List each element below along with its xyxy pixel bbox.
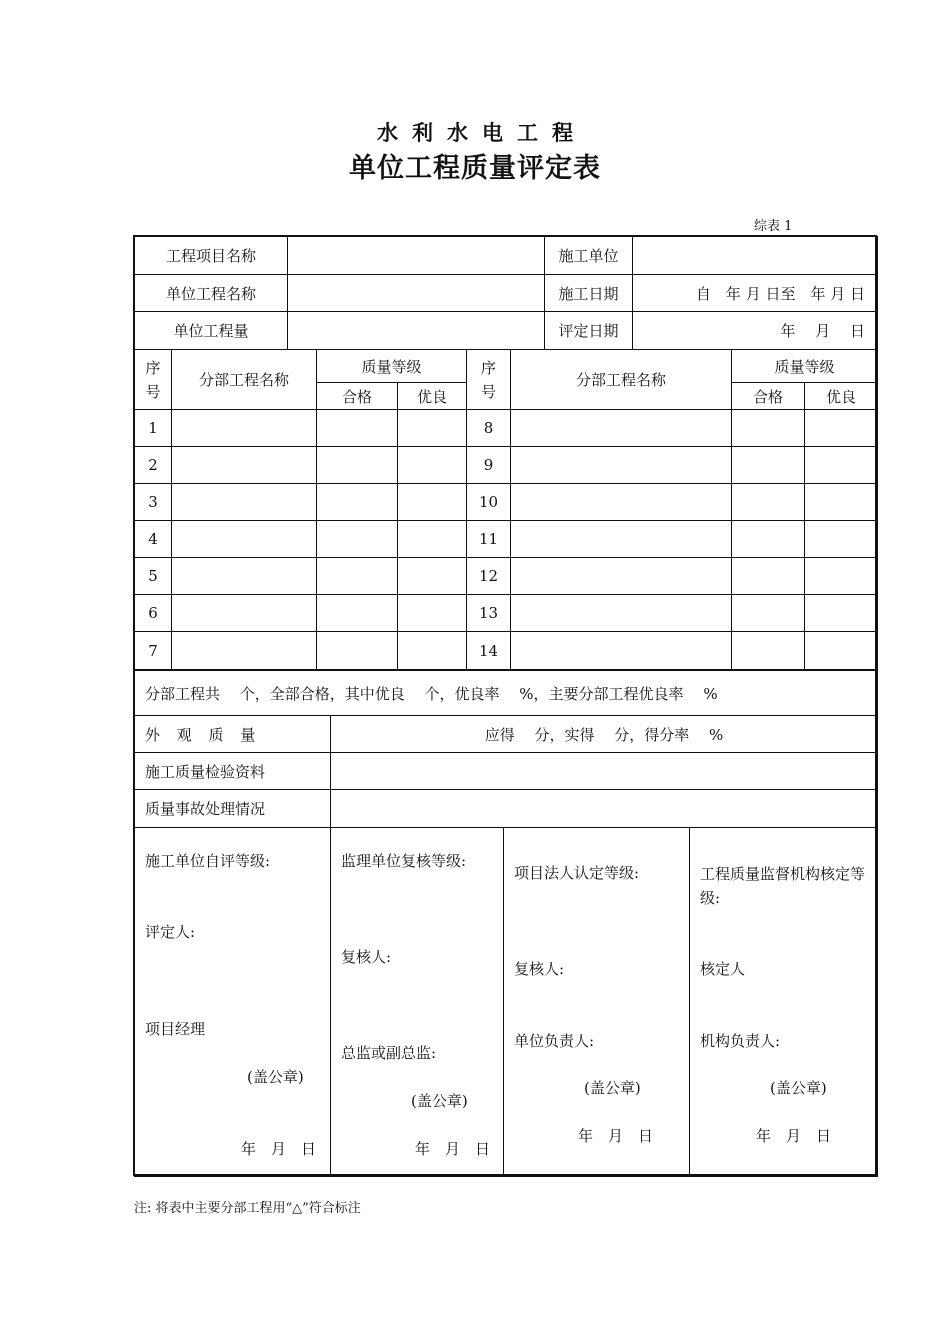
seq-cell: 4 <box>135 521 172 558</box>
accident-field[interactable] <box>331 790 878 828</box>
agency-signature-block[interactable] <box>690 828 878 1177</box>
pass-header-right: 合格 <box>732 383 805 410</box>
name-cell[interactable] <box>511 521 732 558</box>
name-cell[interactable] <box>172 595 317 632</box>
excellent-header-right: 优良 <box>805 383 878 410</box>
evaluator-label: 评定人: <box>145 923 196 941</box>
seq-cell: 9 <box>467 447 511 484</box>
summary-table <box>134 670 878 828</box>
name-cell[interactable] <box>172 632 317 670</box>
owner-head-label: 单位负责人: <box>514 1032 595 1050</box>
agency-head-label: 机构负责人: <box>700 1032 781 1050</box>
name-header-left: 分部工程名称 <box>172 350 317 410</box>
unit-name-label: 单位工程名称 <box>135 275 288 312</box>
form-number: 综表 1 <box>754 219 793 234</box>
name-cell[interactable] <box>511 595 732 632</box>
contractor-seal: (盖公章) <box>247 1068 304 1086</box>
info-table <box>134 236 878 350</box>
excellent-cell[interactable] <box>805 521 878 558</box>
seq-cell: 3 <box>135 484 172 521</box>
footer-note: 注: 将表中主要分部工程用“△”符合标注 <box>134 1201 361 1216</box>
signature-table <box>134 827 878 1177</box>
contractor-signature-block[interactable] <box>135 828 331 1177</box>
appearance-label: 外 观 质 量 <box>135 716 331 753</box>
quantity-label: 单位工程量 <box>135 312 288 350</box>
name-cell[interactable] <box>511 558 732 595</box>
table-row <box>135 558 878 595</box>
contractor-label: 施工单位 <box>545 237 633 275</box>
seq-cell: 14 <box>467 632 511 670</box>
agency-date: 年 月 日 <box>756 1127 832 1145</box>
pass-cell[interactable] <box>317 558 398 595</box>
supervisor-signature-block[interactable] <box>331 828 504 1177</box>
inspection-label: 施工质量检验资料 <box>135 753 331 790</box>
excellent-cell[interactable] <box>398 447 467 484</box>
supervisor-seal: (盖公章) <box>411 1092 468 1110</box>
excellent-cell[interactable] <box>398 632 467 670</box>
contractor-field[interactable] <box>633 237 878 275</box>
table-row <box>135 484 878 521</box>
name-cell[interactable] <box>172 558 317 595</box>
pass-cell[interactable] <box>732 484 805 521</box>
excellent-cell[interactable] <box>805 484 878 521</box>
table-row <box>135 632 878 670</box>
seq-cell: 8 <box>467 410 511 447</box>
pass-cell[interactable] <box>317 484 398 521</box>
project-name-field[interactable] <box>288 237 545 275</box>
seq-header-right: 序号 <box>467 350 511 410</box>
title-line1: 水利水电工程 <box>377 120 587 145</box>
name-header-right: 分部工程名称 <box>511 350 732 410</box>
seq-cell: 6 <box>135 595 172 632</box>
quantity-field[interactable] <box>288 312 545 350</box>
pass-header-left: 合格 <box>317 383 398 410</box>
seq-cell: 12 <box>467 558 511 595</box>
excellent-cell[interactable] <box>805 558 878 595</box>
agency-seal: (盖公章) <box>770 1079 827 1097</box>
construction-date-field[interactable]: 自 年 月 日至 年 月 日 <box>633 275 878 312</box>
supervisor-date: 年 月 日 <box>415 1140 491 1158</box>
table-row <box>135 595 878 632</box>
name-cell[interactable] <box>172 447 317 484</box>
pass-cell[interactable] <box>317 632 398 670</box>
accident-label: 质量事故处理情况 <box>135 790 331 828</box>
pass-cell[interactable] <box>732 595 805 632</box>
excellent-cell[interactable] <box>805 632 878 670</box>
excellent-cell[interactable] <box>805 595 878 632</box>
excellent-cell[interactable] <box>398 558 467 595</box>
excellent-cell[interactable] <box>398 595 467 632</box>
name-cell[interactable] <box>511 410 732 447</box>
supervisor-grade-label: 监理单位复核等级: <box>341 852 467 870</box>
pass-cell[interactable] <box>732 632 805 670</box>
pass-cell[interactable] <box>732 521 805 558</box>
contractor-date: 年 月 日 <box>241 1140 317 1158</box>
pass-cell[interactable] <box>317 521 398 558</box>
seq-cell: 1 <box>135 410 172 447</box>
pass-cell[interactable] <box>732 558 805 595</box>
construction-date-label: 施工日期 <box>545 275 633 312</box>
seq-cell: 2 <box>135 447 172 484</box>
page-title: 单位工程质量评定表 <box>349 153 601 184</box>
grade-header-left: 质量等级 <box>317 350 467 383</box>
owner-date: 年 月 日 <box>578 1127 654 1145</box>
excellent-cell[interactable] <box>805 410 878 447</box>
name-cell[interactable] <box>172 410 317 447</box>
table-row <box>135 447 878 484</box>
name-cell[interactable] <box>511 447 732 484</box>
eval-date-field[interactable]: 年 月 日 <box>633 312 878 350</box>
seq-cell: 13 <box>467 595 511 632</box>
name-cell[interactable] <box>511 484 732 521</box>
pass-cell[interactable] <box>317 410 398 447</box>
excellent-header-left: 优良 <box>398 383 467 410</box>
supervisor-reviewer-label: 复核人: <box>341 948 392 966</box>
owner-reviewer-label: 复核人: <box>514 960 565 978</box>
seq-cell: 5 <box>135 558 172 595</box>
chief-supervisor-label: 总监或副总监: <box>341 1044 437 1062</box>
name-cell[interactable] <box>511 632 732 670</box>
subproject-summary[interactable]: 分部工程共 个，全部合格，其中优良 个，优良率 %，主要分部工程优良率 % <box>135 671 878 716</box>
seq-cell: 7 <box>135 632 172 670</box>
inspection-field[interactable] <box>331 753 878 790</box>
unit-name-field[interactable] <box>288 275 545 312</box>
agency-approver-label: 核定人 <box>700 960 746 978</box>
table-row <box>135 410 878 447</box>
table-row <box>135 521 878 558</box>
seq-header-left: 序号 <box>135 350 172 410</box>
agency-grade-label: 工程质量监督机构核定等级: <box>700 865 866 907</box>
name-cell[interactable] <box>172 484 317 521</box>
excellent-cell[interactable] <box>398 484 467 521</box>
project-manager-label: 项目经理 <box>145 1020 206 1038</box>
pass-cell[interactable] <box>317 447 398 484</box>
subproject-table <box>134 349 878 670</box>
contractor-grade-label: 施工单位自评等级: <box>145 852 271 870</box>
owner-seal: (盖公章) <box>584 1079 641 1097</box>
appearance-value[interactable]: 应得 分，实得 分，得分率 % <box>331 716 878 753</box>
project-name-label: 工程项目名称 <box>135 237 288 275</box>
owner-grade-label: 项目法人认定等级: <box>514 864 640 882</box>
owner-signature-block[interactable] <box>504 828 690 1177</box>
eval-date-label: 评定日期 <box>545 312 633 350</box>
pass-cell[interactable] <box>317 595 398 632</box>
seq-cell: 11 <box>467 521 511 558</box>
excellent-cell[interactable] <box>398 410 467 447</box>
seq-cell: 10 <box>467 484 511 521</box>
name-cell[interactable] <box>172 521 317 558</box>
excellent-cell[interactable] <box>398 521 467 558</box>
pass-cell[interactable] <box>732 410 805 447</box>
pass-cell[interactable] <box>732 447 805 484</box>
excellent-cell[interactable] <box>805 447 878 484</box>
grade-header-right: 质量等级 <box>732 350 878 383</box>
